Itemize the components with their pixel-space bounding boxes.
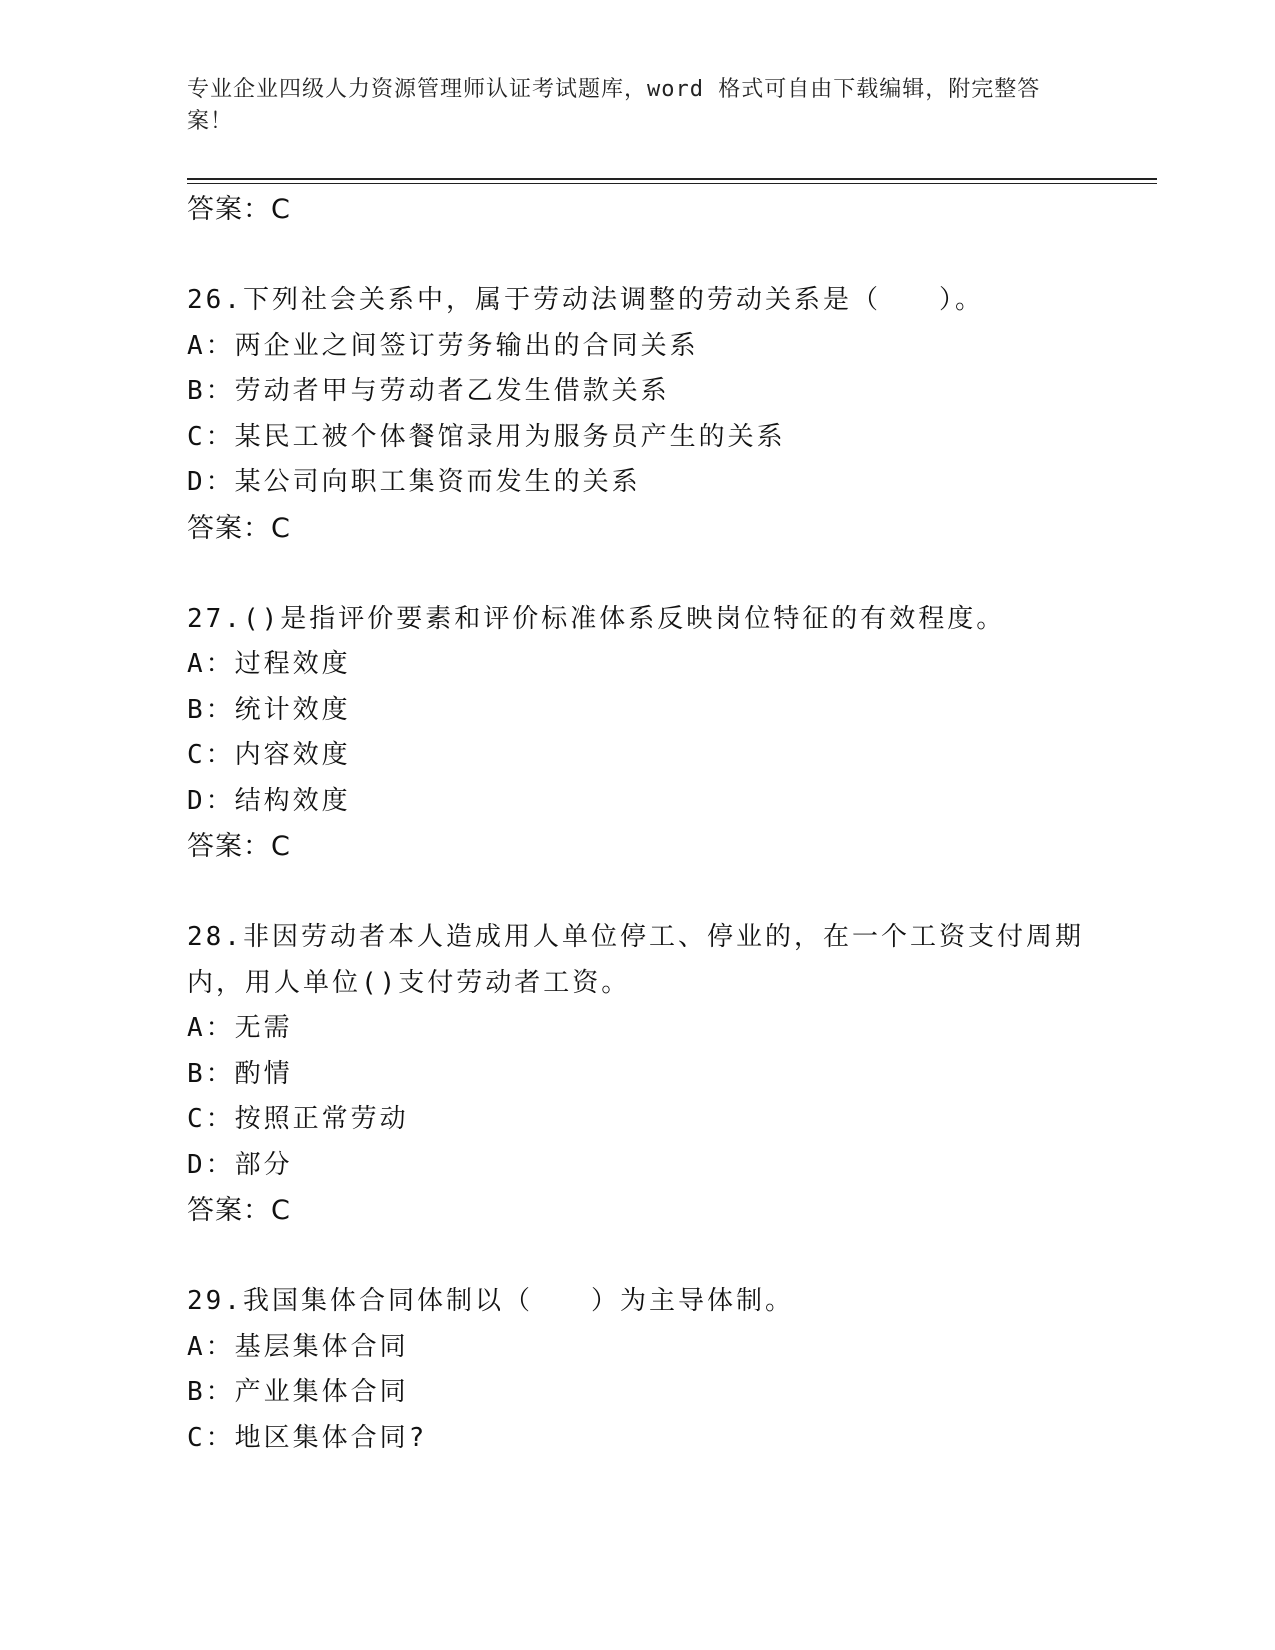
option-b: B：统计效度 <box>187 694 351 725</box>
spacer <box>187 233 1087 279</box>
option-d: D：某公司向职工集资而发生的关系 <box>187 467 641 497</box>
header-rule-thin <box>187 183 1157 184</box>
spacer <box>187 870 1087 916</box>
option-c: C：内容效度 <box>187 740 351 770</box>
question-block-27 <box>187 597 1087 870</box>
option-d: D：部分 <box>187 1149 293 1180</box>
question-text: 29.我国集体合同体制以（ ）为主导体制。 <box>187 1286 794 1316</box>
question-block-29 <box>187 1279 1087 1461</box>
option-c: C：按照正常劳动 <box>187 1104 409 1134</box>
spacer <box>187 551 1087 597</box>
question-block-28 <box>187 915 1087 1234</box>
option-c: C：地区集体合同? <box>187 1422 428 1453</box>
option-a: A：两企业之间签订劳务输出的合同关系 <box>187 330 699 361</box>
document-header: 专业企业四级人力资源管理师认证考试题库，word 格式可自由下载编辑，附完整答案！ <box>187 77 1041 134</box>
option-a: A：过程效度 <box>187 649 351 679</box>
question-text-line-2: 内，用人单位()支付劳动者工资。 <box>187 967 631 998</box>
question-text: 27.()是指评价要素和评价标准体系反映岗位特征的有效程度。 <box>187 603 1006 634</box>
option-b: B：酌情 <box>187 1058 293 1089</box>
option-b: B：产业集体合同 <box>187 1377 409 1407</box>
question-block-26 <box>187 278 1087 551</box>
option-a: A：基层集体合同 <box>187 1331 409 1362</box>
question-text: 26.下列社会关系中，属于劳动法调整的劳动关系是（ ）。 <box>187 285 984 315</box>
header-rule-thick <box>187 178 1157 180</box>
spacer <box>187 1234 1087 1280</box>
answer-line: 答案：C <box>187 194 291 225</box>
document-body <box>187 187 1087 1461</box>
question-text-line-1: 28.非因劳动者本人造成用人单位停工、停业的，在一个工资支付周期 <box>187 922 1084 952</box>
answer-line: 答案：C <box>187 512 291 544</box>
option-b: B：劳动者甲与劳动者乙发生借款关系 <box>187 376 670 406</box>
option-a: A：无需 <box>187 1013 293 1043</box>
answer-line: 答案：C <box>187 1195 291 1226</box>
option-d: D：结构效度 <box>187 785 351 816</box>
answer-line: 答案：C <box>187 831 291 862</box>
option-c: C：某民工被个体餐馆录用为服务员产生的关系 <box>187 421 786 452</box>
